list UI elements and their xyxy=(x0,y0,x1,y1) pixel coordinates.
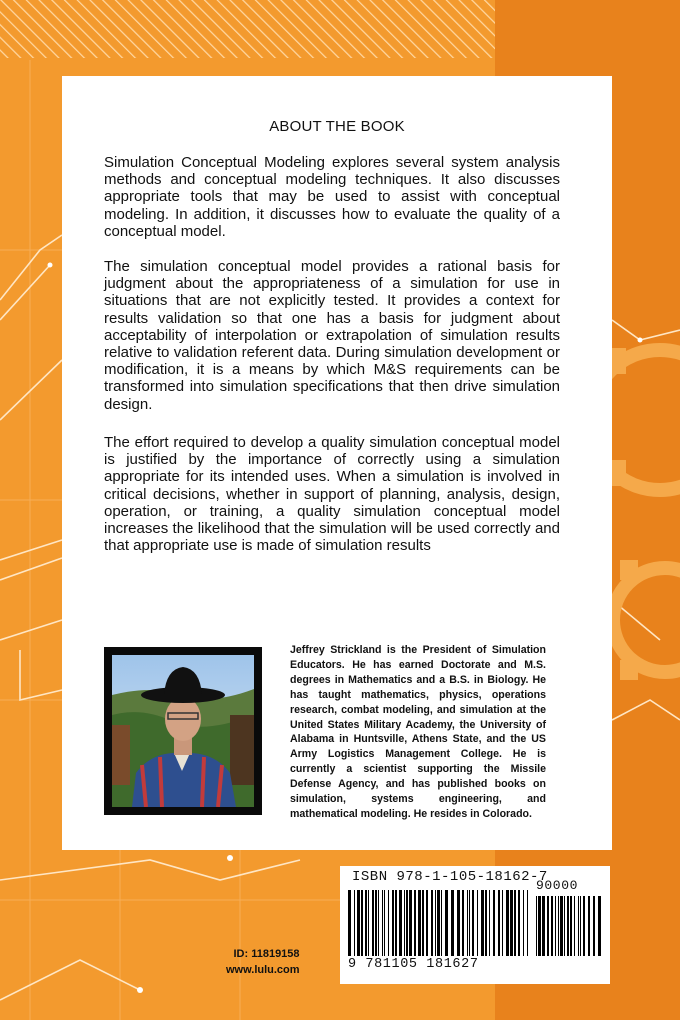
barcode-bar xyxy=(493,890,495,956)
barcode-bar xyxy=(570,896,572,956)
barcode-bar xyxy=(560,896,563,956)
barcode-bar xyxy=(441,890,442,956)
barcode-bar xyxy=(462,890,464,956)
barcode-bar xyxy=(578,896,579,956)
barcode-bar xyxy=(392,890,394,956)
barcode-bar xyxy=(437,890,440,956)
barcode-bar xyxy=(372,890,374,956)
barcode-bar xyxy=(414,890,416,956)
isbn-label: ISBN 978-1-105-18162-7 xyxy=(352,869,548,885)
barcode-bar xyxy=(547,896,549,956)
isbn-barcode xyxy=(340,866,610,984)
barcode-bar xyxy=(431,890,433,956)
barcode-bar xyxy=(502,890,503,956)
barcode-bar xyxy=(426,890,428,956)
publisher-info xyxy=(226,947,300,978)
barcode-bar xyxy=(382,890,383,956)
barcode-bar xyxy=(542,896,545,956)
author-photo xyxy=(112,655,254,807)
about-panel xyxy=(62,76,612,850)
barcode-bar xyxy=(357,890,360,956)
about-paragraph: Simulation Conceptual Modeling explores several system analysis methods and conceptual modeling techniques. It also discusses appropriate tools that may be used to assist with conceptual modeling. In addition, it discusses how to evaluate the quality of a conceptual model. xyxy=(104,154,560,240)
barcode-bar xyxy=(395,890,397,956)
barcode-bar xyxy=(384,890,385,956)
about-paragraph: The effort required to develop a quality simulation conceptual model is justified by the importance of correctly using a simulation appropriate for its intended uses. When a simulation is involved in critical decisions, whether in support of planning, analysis, design, operation, or training, a quality simulation conceptual model increases the likelihood that the simulation will be used correctly and that appropriate use is made of simulation results xyxy=(104,434,560,555)
barcode-bar xyxy=(467,890,468,956)
barcode-bar xyxy=(583,896,585,956)
barcode-bar xyxy=(514,890,516,956)
barcode-bar xyxy=(506,890,509,956)
about-paragraph: The simulation conceptual model provides a rational basis for judgment about the appropriateness of a simulation for use in situations that are not explicitly tested. It provides a context for results validation so that one has a basis for judgment about acceptability of interpolation or extrapolation of simulation results relative to validation referent data. During simulation development or modification, it is a means by which M&S requirements can be transformed into simulation specifications that then drive simulation design. xyxy=(104,258,560,413)
barcode-bar xyxy=(451,890,454,956)
barcode-bar xyxy=(422,890,424,956)
ean-digits: 9 781105 181627 xyxy=(348,957,479,972)
barcode-bar xyxy=(406,890,408,956)
barcode-bar xyxy=(399,890,402,956)
barcode-bar xyxy=(361,890,363,956)
barcode-bar xyxy=(368,890,369,956)
author-bio: Jeffrey Strickland is the President of Simulation Educators. He has earned Doctorate and M.S. degrees in Mathematics and a B.S. in Biology. He has taught mathematics, physics, operations research, combat modeling, and simulation at the United States Military Academy, the University of Alabama in Huntsville, Athens State, and the US Army Logistics Management College. He is currently a scientist supporting the Missile Defense Agency, and has published books on simulation, systems engineering, and mathematical modeling. He resides in Colorado. xyxy=(290,644,546,820)
barcode-bar xyxy=(510,890,513,956)
barcode-bar xyxy=(598,896,601,956)
ean-bars xyxy=(348,890,530,958)
hatched-band xyxy=(0,0,495,58)
author-photo-frame xyxy=(104,647,262,815)
barcode-bar xyxy=(527,890,528,956)
barcode-bar xyxy=(567,896,569,956)
barcode-bar xyxy=(469,890,470,956)
barcode-bar xyxy=(593,896,595,956)
barcode-bar xyxy=(418,890,421,956)
barcode-bar xyxy=(564,896,565,956)
about-heading: ABOUT THE BOOK xyxy=(269,118,405,135)
barcode-bar xyxy=(477,890,478,956)
id-label: ID: 11819158 xyxy=(233,948,300,960)
barcode-bar xyxy=(472,890,474,956)
barcode-bar xyxy=(404,890,405,956)
barcode-bar xyxy=(485,890,487,956)
publisher-website: www.lulu.com xyxy=(226,963,300,976)
barcode-bar xyxy=(523,890,524,956)
barcode-bar xyxy=(445,890,448,956)
barcode-bar xyxy=(498,890,500,956)
barcode-bar xyxy=(457,890,460,956)
barcode-bar xyxy=(518,890,520,956)
barcode-bar xyxy=(558,896,559,956)
barcode-bar xyxy=(580,896,581,956)
barcode-bar xyxy=(375,890,377,956)
barcode-bar xyxy=(388,890,389,956)
barcode-bar xyxy=(538,896,541,956)
barcode-bar xyxy=(555,896,556,956)
barcode-bar xyxy=(354,890,355,956)
barcode-bar xyxy=(409,890,412,956)
barcode-bar xyxy=(536,896,537,956)
addon-digits: 90000 xyxy=(536,878,579,893)
barcode-bar xyxy=(588,896,590,956)
barcode-bar xyxy=(481,890,484,956)
barcode-bar xyxy=(365,890,367,956)
addon-bars xyxy=(536,896,602,958)
barcode-bar xyxy=(551,896,553,956)
barcode-bar xyxy=(574,896,575,956)
barcode-bar xyxy=(489,890,490,956)
barcode-bar xyxy=(378,890,379,956)
barcode-bar xyxy=(348,890,351,956)
barcode-bar xyxy=(435,890,436,956)
